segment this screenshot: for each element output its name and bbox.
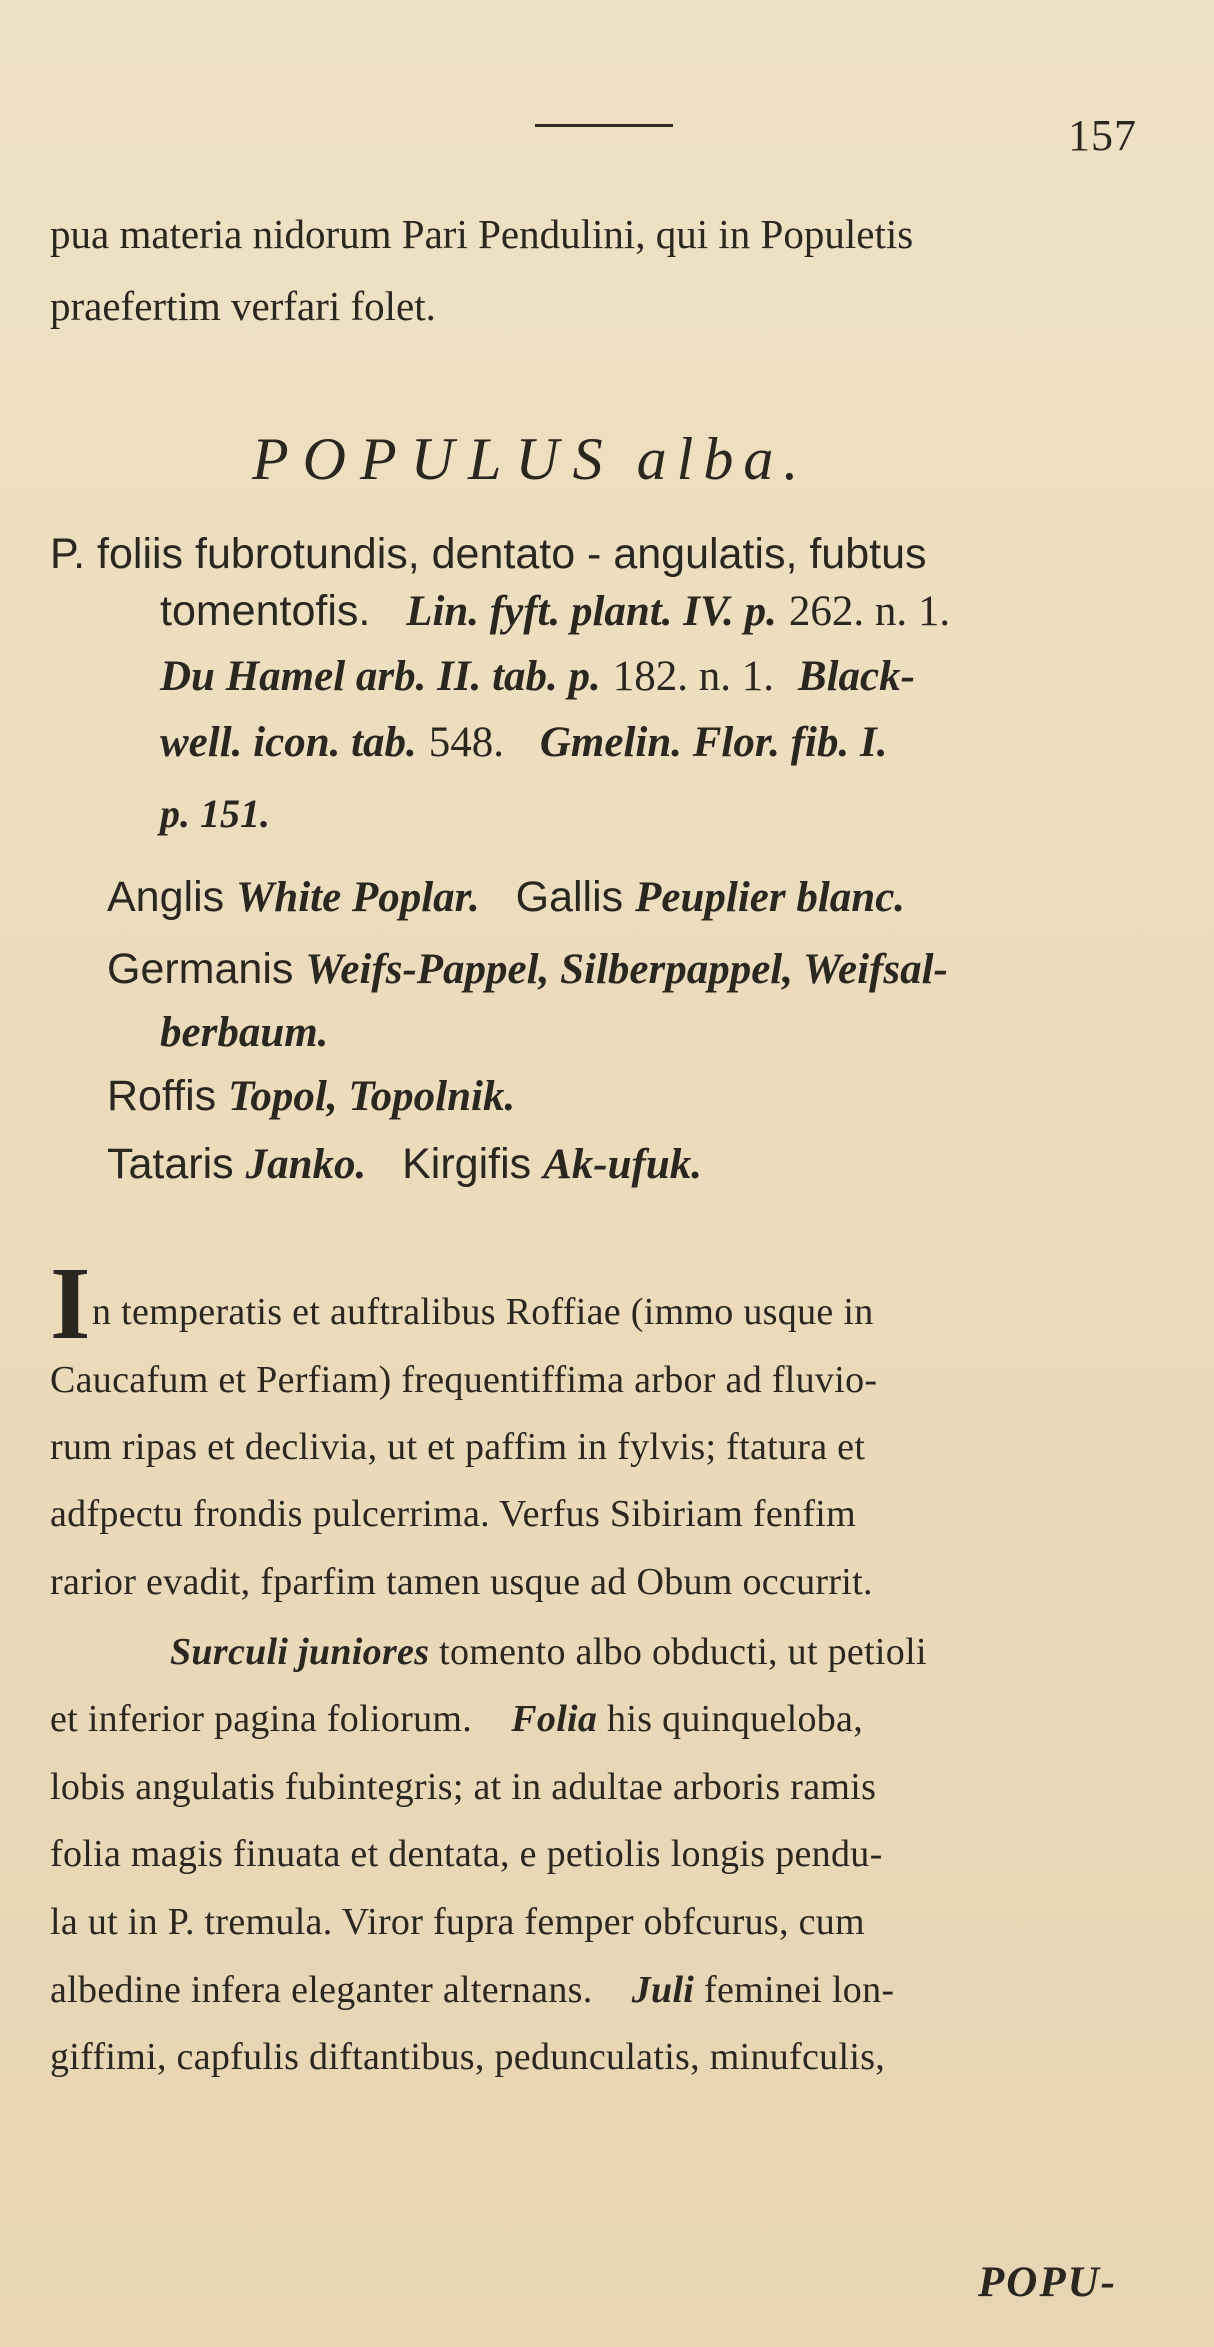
- body-line-3: rum ripas et declivia, ut et paffim in fylvis; ftatura et: [50, 1426, 866, 1468]
- intro-line-2: praefertim verfari folet.: [50, 283, 436, 329]
- intro-line-1: pua materia nidorum Pari Pendulini, qui in Populetis: [50, 211, 914, 257]
- para2-line-6: albedine infera eleganter alternans. Juli feminei lon-: [50, 1969, 895, 2011]
- diagnosis-line-5: p. 151.: [160, 791, 270, 836]
- para2-line-3: lobis angulatis fubintegris; at in adultae arboris ramis: [50, 1766, 877, 1808]
- body-line-2: Caucafum et Perfiam) frequentiffima arbor ad fluvio-: [50, 1359, 878, 1401]
- para2-line-2: et inferior pagina foliorum. Folia his quinqueloba,: [50, 1698, 864, 1740]
- para2-line-5: la ut in P. tremula. Viror fupra femper obfcurus, cum: [50, 1901, 865, 1943]
- diagnosis-line-2: tomentofis. Lin. fyft. plant. IV. p. 262. n. 1.: [160, 587, 951, 635]
- diagnosis-line-1: P. foliis fubrotundis, dentato - angulatis, fubtus: [50, 530, 927, 578]
- diagnosis-line-4: well. icon. tab. 548. Gmelin. Flor. fib. I.: [160, 719, 888, 766]
- para2-line-4: folia magis finuata et dentata, e petiolis longis pendu-: [50, 1833, 883, 1875]
- page-number: 157: [1068, 111, 1137, 160]
- body-line-5: rarior evadit, fparfim tamen usque ad Obum occurrit.: [50, 1561, 873, 1603]
- body-line-4: adfpectu frondis pulcerrima. Verfus Sibiriam fenfim: [50, 1493, 857, 1535]
- para2-line-1: Surculi juniores tomento albo obducti, ut petioli: [170, 1631, 927, 1673]
- catchword: POPU-: [978, 2259, 1117, 2306]
- vernacular-german-cont: berbaum.: [160, 1009, 329, 1056]
- vernacular-russian: Roffis Topol, Topolnik.: [107, 1072, 516, 1120]
- vernacular-tatar-kirgiz: Tataris Janko. Kirgifis Ak-ufuk.: [107, 1140, 703, 1188]
- species-epithet: alba.: [636, 426, 809, 492]
- drop-cap: I: [50, 1246, 91, 1361]
- header-rule: [535, 124, 673, 127]
- species-heading: [252, 425, 808, 494]
- diagnosis-line-3: Du Hamel arb. II. tab. p. 182. n. 1. Black-: [160, 653, 915, 700]
- vernacular-german: Germanis Weifs-Pappel, Silberpappel, Weifsal-: [107, 945, 948, 993]
- para2-line-7: giffimi, capfulis diftantibus, pedunculatis, minufculis,: [50, 2036, 886, 2078]
- vernacular-english-french: Anglis White Poplar. Gallis Peuplier blanc.: [107, 873, 906, 921]
- body-line-1: n temperatis et auftralibus Roffiae (immo usque in: [92, 1291, 874, 1333]
- genus-name: POPULUS: [252, 426, 617, 492]
